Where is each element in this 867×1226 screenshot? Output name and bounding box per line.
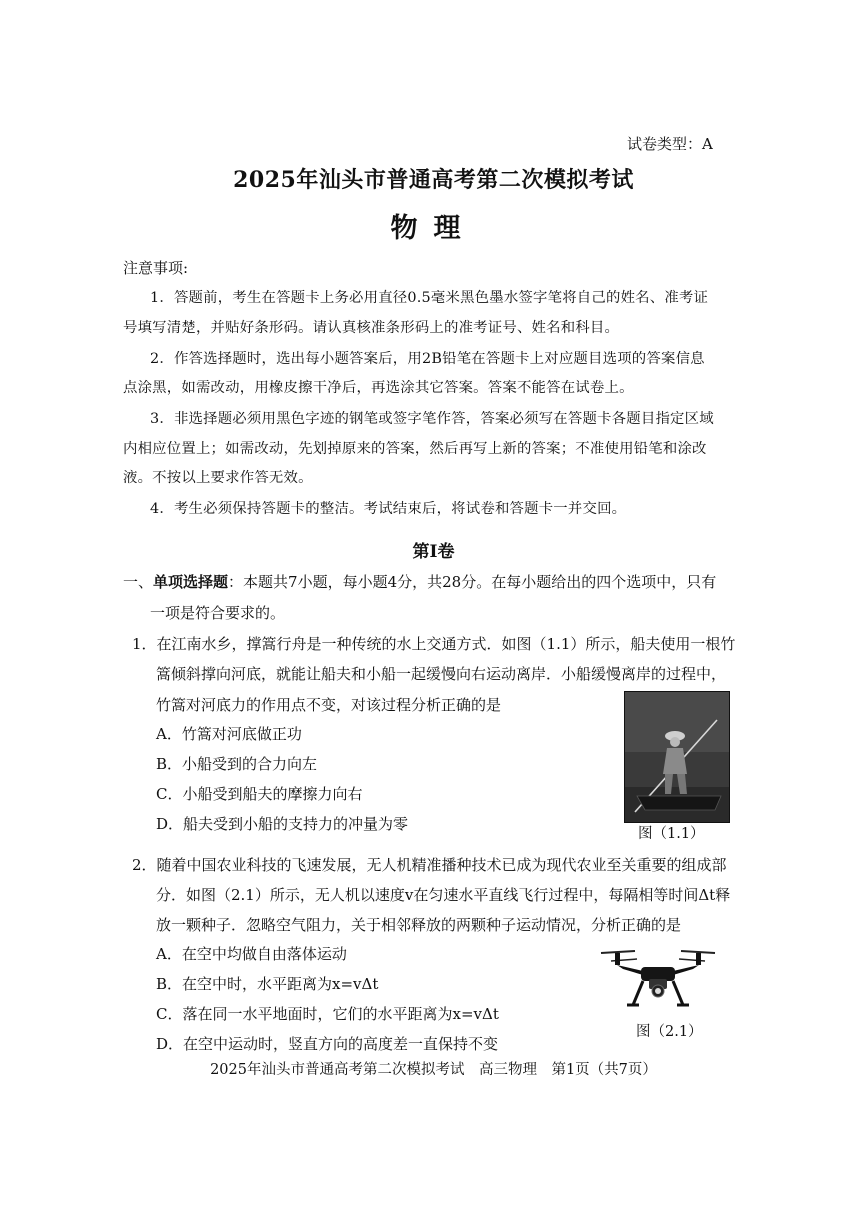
exam-title: 2025年汕头市普通高考第二次模拟考试 bbox=[233, 167, 634, 193]
q1-option-c: C．小船受到船夫的摩擦力向右 bbox=[156, 785, 363, 803]
notes-heading: 注意事项: bbox=[123, 259, 189, 277]
boatman-photo bbox=[624, 691, 730, 823]
note-line: 4．考生必须保持答题卡的整洁。考试结束后，将试卷和答题卡一并交回。 bbox=[150, 501, 627, 517]
volume-heading: 第Ⅰ卷 bbox=[412, 542, 455, 562]
figure-2-1-caption: 图（2.1） bbox=[636, 1024, 703, 1040]
q1-option-a: A．竹篙对河底做正功 bbox=[156, 725, 302, 743]
paper-type-label: 试卷类型：A bbox=[627, 135, 713, 153]
section-description: ：本题共7小题，每小题4分，共28分。在每小题给出的四个选项中，只有 bbox=[228, 573, 717, 591]
q1-stem-line: 篙倾斜撑向河底，就能让船夫和小船一起缓慢向右运动离岸．小船缓慢离岸的过程中， bbox=[156, 665, 727, 683]
q1-stem-line: 1．在江南水乡，撑篙行舟是一种传统的水上交通方式．如图（1.1）所示，船夫使用一根竹 bbox=[132, 635, 736, 653]
q2-option-a: A．在空中均做自由落体运动 bbox=[156, 945, 347, 963]
figure-1-1-caption: 图（1.1） bbox=[638, 826, 705, 842]
section-heading bbox=[123, 571, 716, 592]
q1-option-b: B．小船受到的合力向左 bbox=[156, 755, 318, 773]
q1-option-d: D．船夫受到小船的支持力的冲量为零 bbox=[156, 815, 409, 833]
q2-option-d: D．在空中运动时，竖直方向的高度差一直保持不变 bbox=[156, 1035, 499, 1053]
note-line: 2．作答选择题时，选出每小题答案后，用2B铅笔在答题卡上对应题目选项的答案信息 bbox=[150, 351, 705, 367]
q2-option-b: B．在空中时，水平距离为x=vΔt bbox=[156, 975, 379, 993]
note-line: 内相应位置上；如需改动，先划掉原来的答案，然后再写上新的答案；不准使用铅笔和涂改 bbox=[123, 441, 707, 457]
note-line: 点涂黑，如需改动，用橡皮擦干净后，再选涂其它答案。答案不能答在试卷上。 bbox=[123, 380, 634, 396]
q2-option-c: C．落在同一水平地面时，它们的水平距离为x=vΔt bbox=[156, 1005, 499, 1023]
q1-stem-line: 竹篙对河底力的作用点不变，对该过程分析正确的是 bbox=[156, 696, 502, 714]
section-title: 单项选择题 bbox=[153, 573, 229, 591]
q2-stem-line: 2．随着中国农业科技的飞速发展，无人机精准播种技术已成为现代农业至关重要的组成部 bbox=[132, 856, 727, 874]
note-line: 液。不按以上要求作答无效。 bbox=[123, 470, 313, 486]
q2-stem-line: 放一颗种子．忽略空气阻力，关于相邻释放的两颗种子运动情况，分析正确的是 bbox=[156, 916, 682, 934]
note-line: 号填写清楚，并贴好条形码。请认真核准条形码上的准考证号、姓名和科目。 bbox=[123, 320, 620, 336]
drone-illustration bbox=[597, 945, 719, 1017]
section-prefix: 一、 bbox=[123, 573, 154, 591]
q2-stem-line: 分．如图（2.1）所示，无人机以速度v在匀速水平直线飞行过程中，每隔相等时间Δt释 bbox=[156, 886, 731, 904]
page-footer: 2025年汕头市普通高考第二次模拟考试 高三物理 第1页（共7页） bbox=[210, 1062, 657, 1078]
section-description-line2: 一项是符合要求的。 bbox=[150, 604, 286, 622]
subject-title: 物理 bbox=[390, 213, 477, 244]
note-line: 1．答题前，考生在答题卡上务必用直径0.5毫米黑色墨水签字笔将自己的姓名、准考证 bbox=[150, 290, 709, 306]
boatman-illustration bbox=[625, 692, 729, 822]
note-line: 3．非选择题必须用黑色字迹的钢笔或签字笔作答，答案必须写在答题卡各题目指定区域 bbox=[150, 411, 714, 427]
